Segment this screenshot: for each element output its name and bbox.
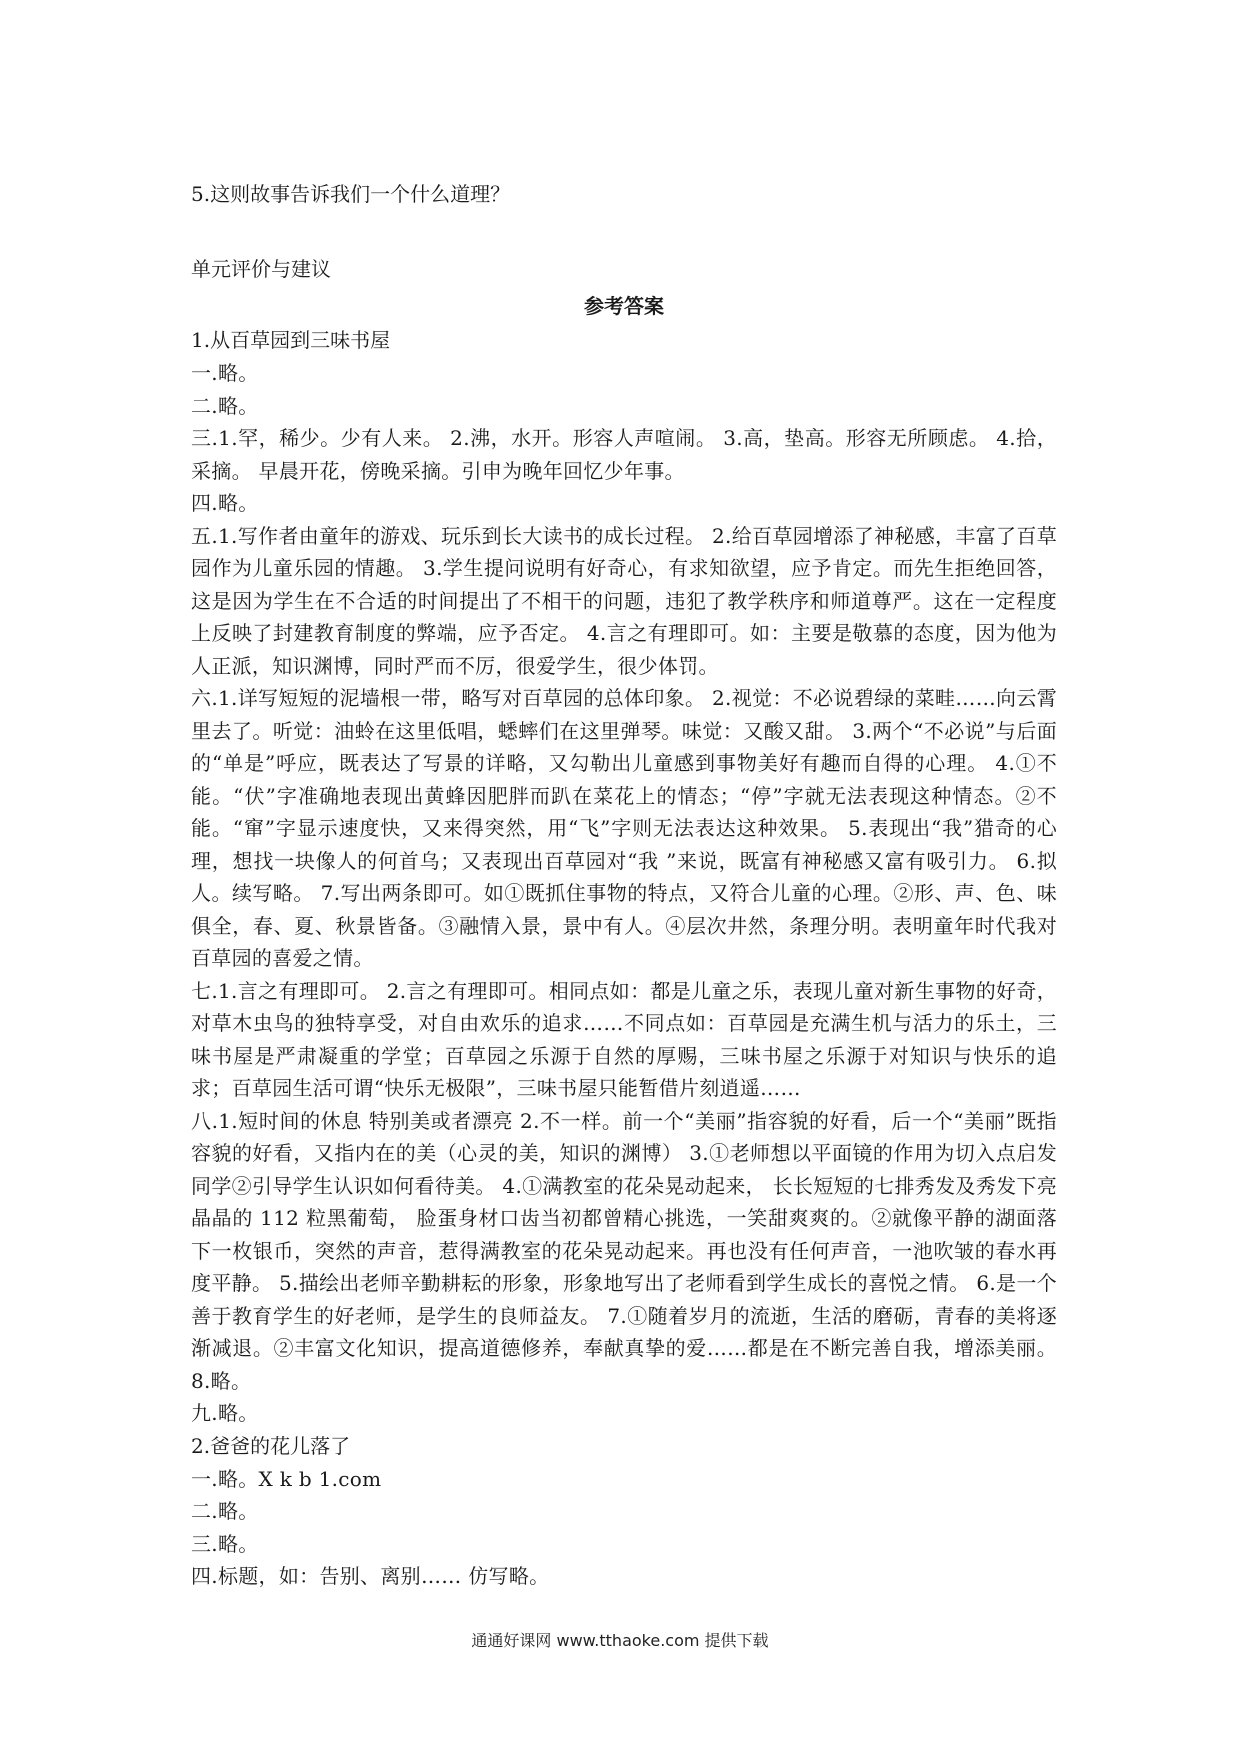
answer-item: 二.略。	[191, 1499, 259, 1523]
answer-item: 三.略。	[191, 1531, 259, 1556]
answer-item: 四.标题，如：告别、离别…… 仿写略。	[191, 1564, 550, 1588]
question-5: 5.这则故事告诉我们一个什么道理？	[191, 182, 511, 206]
answer-item: 二.略。	[191, 393, 259, 418]
answer-item: 四.略。	[191, 491, 259, 515]
answer-item: 一.略。	[191, 361, 259, 385]
answer-item: 一.略。X k b 1.com	[191, 1466, 382, 1491]
answer-item: 七.1.言之有理即可。 2.言之有理即可。相同点如：都是儿童之乐，表现儿童对新生事物的好奇，对草木虫鸟的独特享受，对自由欢乐的追求……不同点如：百草园是充满生机与活力的乐土，三味书屋是严肃凝重的学堂；百草园之乐源于自然的厚赐，三味书屋之乐源于对知识与快乐的追求；百草园生活可谓“快乐无极限”，三味书屋只能暂借片刻逍遥……	[191, 978, 1057, 1100]
answer-item: 九.略。	[191, 1401, 259, 1425]
answer-item: 三.1.罕，稀少。少有人来。 2.沸，水开。形容人声喧闹。 3.高，垫高。形容无所顾虑。 4.拾，采摘。 早晨开花，傍晚采摘。引申为晚年回忆少年事。	[191, 426, 1057, 483]
section-1-title: 1.从百草园到三味书屋	[191, 328, 391, 352]
answers-title: 参考答案	[584, 294, 664, 318]
answer-item: 六.1.详写短短的泥墙根一带，略写对百草园的总体印象。 2.视觉：不必说碧绿的菜畦……向云霄里去了。听觉：油蛉在这里低唱，蟋蟀们在这里弹琴。味觉：又酸又甜。 3.两个“不必说”与后面的“单是”呼应，既表达了写景的详略，又勾勒出儿童感到事物美好有趣而自得的心理。 4.①不能。“伏”字准确地表现出黄蜂因肥胖而趴在菜花上的情态；“停”字就无法表现这种情态。②不能。“窜”字显示速度快，又来得突然，用“飞”字则无法表达这种效果。 5.表现出“我”猎奇的心理，想找一块像人的何首乌；又表现出百草园对“我 ”来说，既富有神秘感又富有吸引力。 6.拟人。续写略。 7.写出两条即可。如①既抓住事物的特点，又符合儿童的心理。②形、声、色、味俱全，春、夏、秋景皆备。③融情入景，景中有人。④层次井然，条理分明。表明童年时代我对百草园的喜爱之情。	[191, 686, 1057, 970]
page-footer: 通通好课网 www.tthaoke.com 提供下载	[471, 1631, 769, 1650]
unit-evaluation-heading: 单元评价与建议	[191, 257, 331, 281]
answer-item: 五.1.写作者由童年的游戏、玩乐到长大读书的成长过程。 2.给百草园增添了神秘感，丰富了百草园作为儿童乐园的情趣。 3.学生提问说明有好奇心，有求知欲望，应予肯定。而先生拒绝回答，这是因为学生在不合适的时间提出了不相干的问题，违犯了教学秩序和师道尊严。这在一定程度上反映了封建教育制度的弊端，应予否定。 4.言之有理即可。如：主要是敬慕的态度，因为他为人正派，知识渊博，同时严而不厉，很爱学生，很少体罚。	[191, 523, 1057, 678]
document-content	[191, 178, 1057, 1593]
section-2-title: 2.爸爸的花儿落了	[191, 1433, 351, 1458]
answer-item: 八.1.短时间的休息 特别美或者漂亮 2.不一样。前一个“美丽”指容貌的好看，后一个“美丽”既指容貌的好看，又指内在的美（心灵的美，知识的渊博） 3.①老师想以平面镜的作用为切入点启发同学②引导学生认识如何看待美。 4.①满教室的花朵晃动起来， 长长短短的七排秀发及秀发下亮晶晶的 112 粒黑葡萄， 脸蛋身材口齿当初都曾精心挑选，一笑甜爽爽的。②就像平静的湖面落下一枚银币，突然的声音，惹得满教室的花朵晃动起来。再也没有任何声音，一池吹皱的春水再度平静。 5.描绘出老师辛勤耕耘的形象，形象地写出了老师看到学生成长的喜悦之情。 6.是一个善于教育学生的好老师，是学生的良师益友。 7.①随着岁月的流逝，生活的磨砺，青春的美将逐渐减退。②丰富文化知识，提高道德修养，奉献真挚的爱……都是在不断完善自我，增添美丽。 8.略。	[191, 1108, 1057, 1393]
